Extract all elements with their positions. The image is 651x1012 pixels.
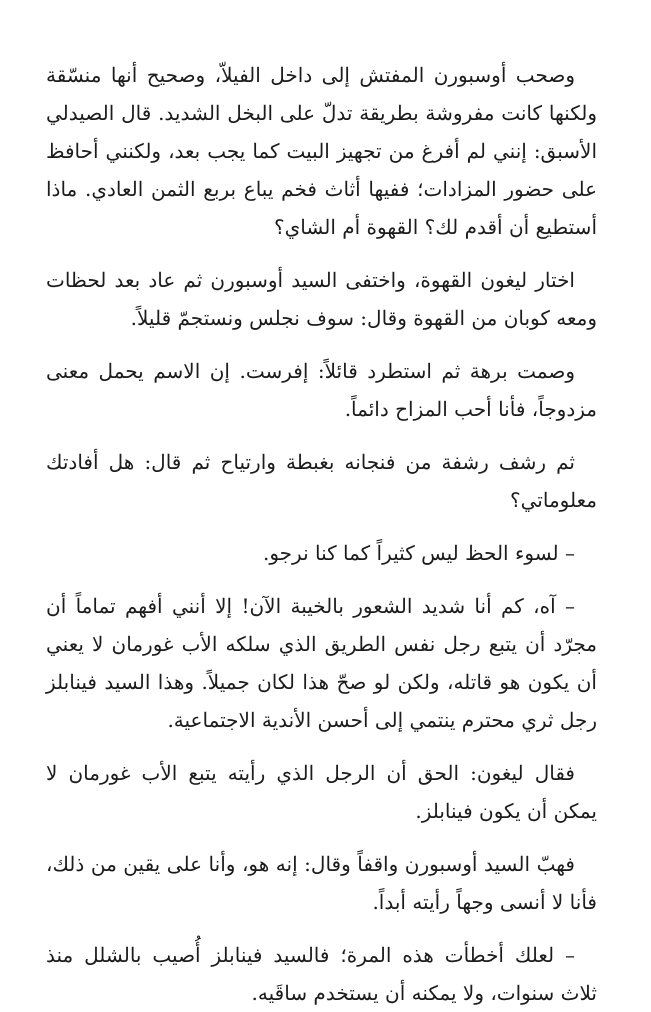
paragraph-1: وصحب أوسبورن المفتش إلى داخل الفيلاّ، وصحيح أنها منسّقة ولكنها كانت مفروشة بطريقة تدلّ على البخل الشديد. قال الصيدلي الأسبق: إنني لم أفرغ من تجهيز البيت كما يجب بعد، ولكنني أحافظ على حضور المزادات؛ ففيها أثاث فخم يباع بربع الثمن العادي. ماذا أستطيع أن أقدم لك؟ القهوة أم الشاي؟: [46, 63, 597, 239]
paragraph-8: فهبّ السيد أوسبورن واقفاً وقال: إنه هو، وأنا على يقين من ذلك، فأنا لا أنسى وجهاً رأيته أبداً.: [46, 852, 597, 914]
paragraph-2: اختار ليغون القهوة، واختفى السيد أوسبورن ثم عاد بعد لحظات ومعه كوبان من القهوة وقال: سوف نجلس ونستجمّ قليلاً.: [46, 268, 597, 330]
paragraph-3: وصمت برهة ثم استطرد قائلاً: إفرست. إن الاسم يحمل معنى مزدوجاً، فأنا أحب المزاح دائماً.: [46, 359, 597, 421]
paragraph-7: فقال ليغون: الحق أن الرجل الذي رأيته يتبع الأب غورمان لا يمكن أن يكون فينابلز.: [46, 761, 597, 823]
paragraph-4: ثم رشف رشفة من فنجانه بغبطة وارتياح ثم قال: هل أفادتك معلوماتي؟: [46, 450, 597, 512]
paragraph-5: – لسوء الحظ ليس كثيراً كما كنا نرجو.: [262, 541, 575, 565]
paragraph-6: – آه، كم أنا شديد الشعور بالخيبة الآن! إلا أنني أفهم تماماً أن مجرّد أن يتبع رجل نفس الطريق الذي سلكه الأب غورمان لا يعني أن يكون هو قاتله، ولكن لو صحّ هذا لكان جميلاً. وهذا السيد فينابلز رجل ثري محترم ينتمي إلى أحسن الأندية الاجتماعية.: [46, 594, 597, 732]
paragraph-9: – لعلك أخطأت هذه المرة؛ فالسيد فينابلز أُصيب بالشلل منذ ثلاث سنوات، ولا يمكنه أن يستخدم ساقَيه.: [46, 943, 597, 1005]
